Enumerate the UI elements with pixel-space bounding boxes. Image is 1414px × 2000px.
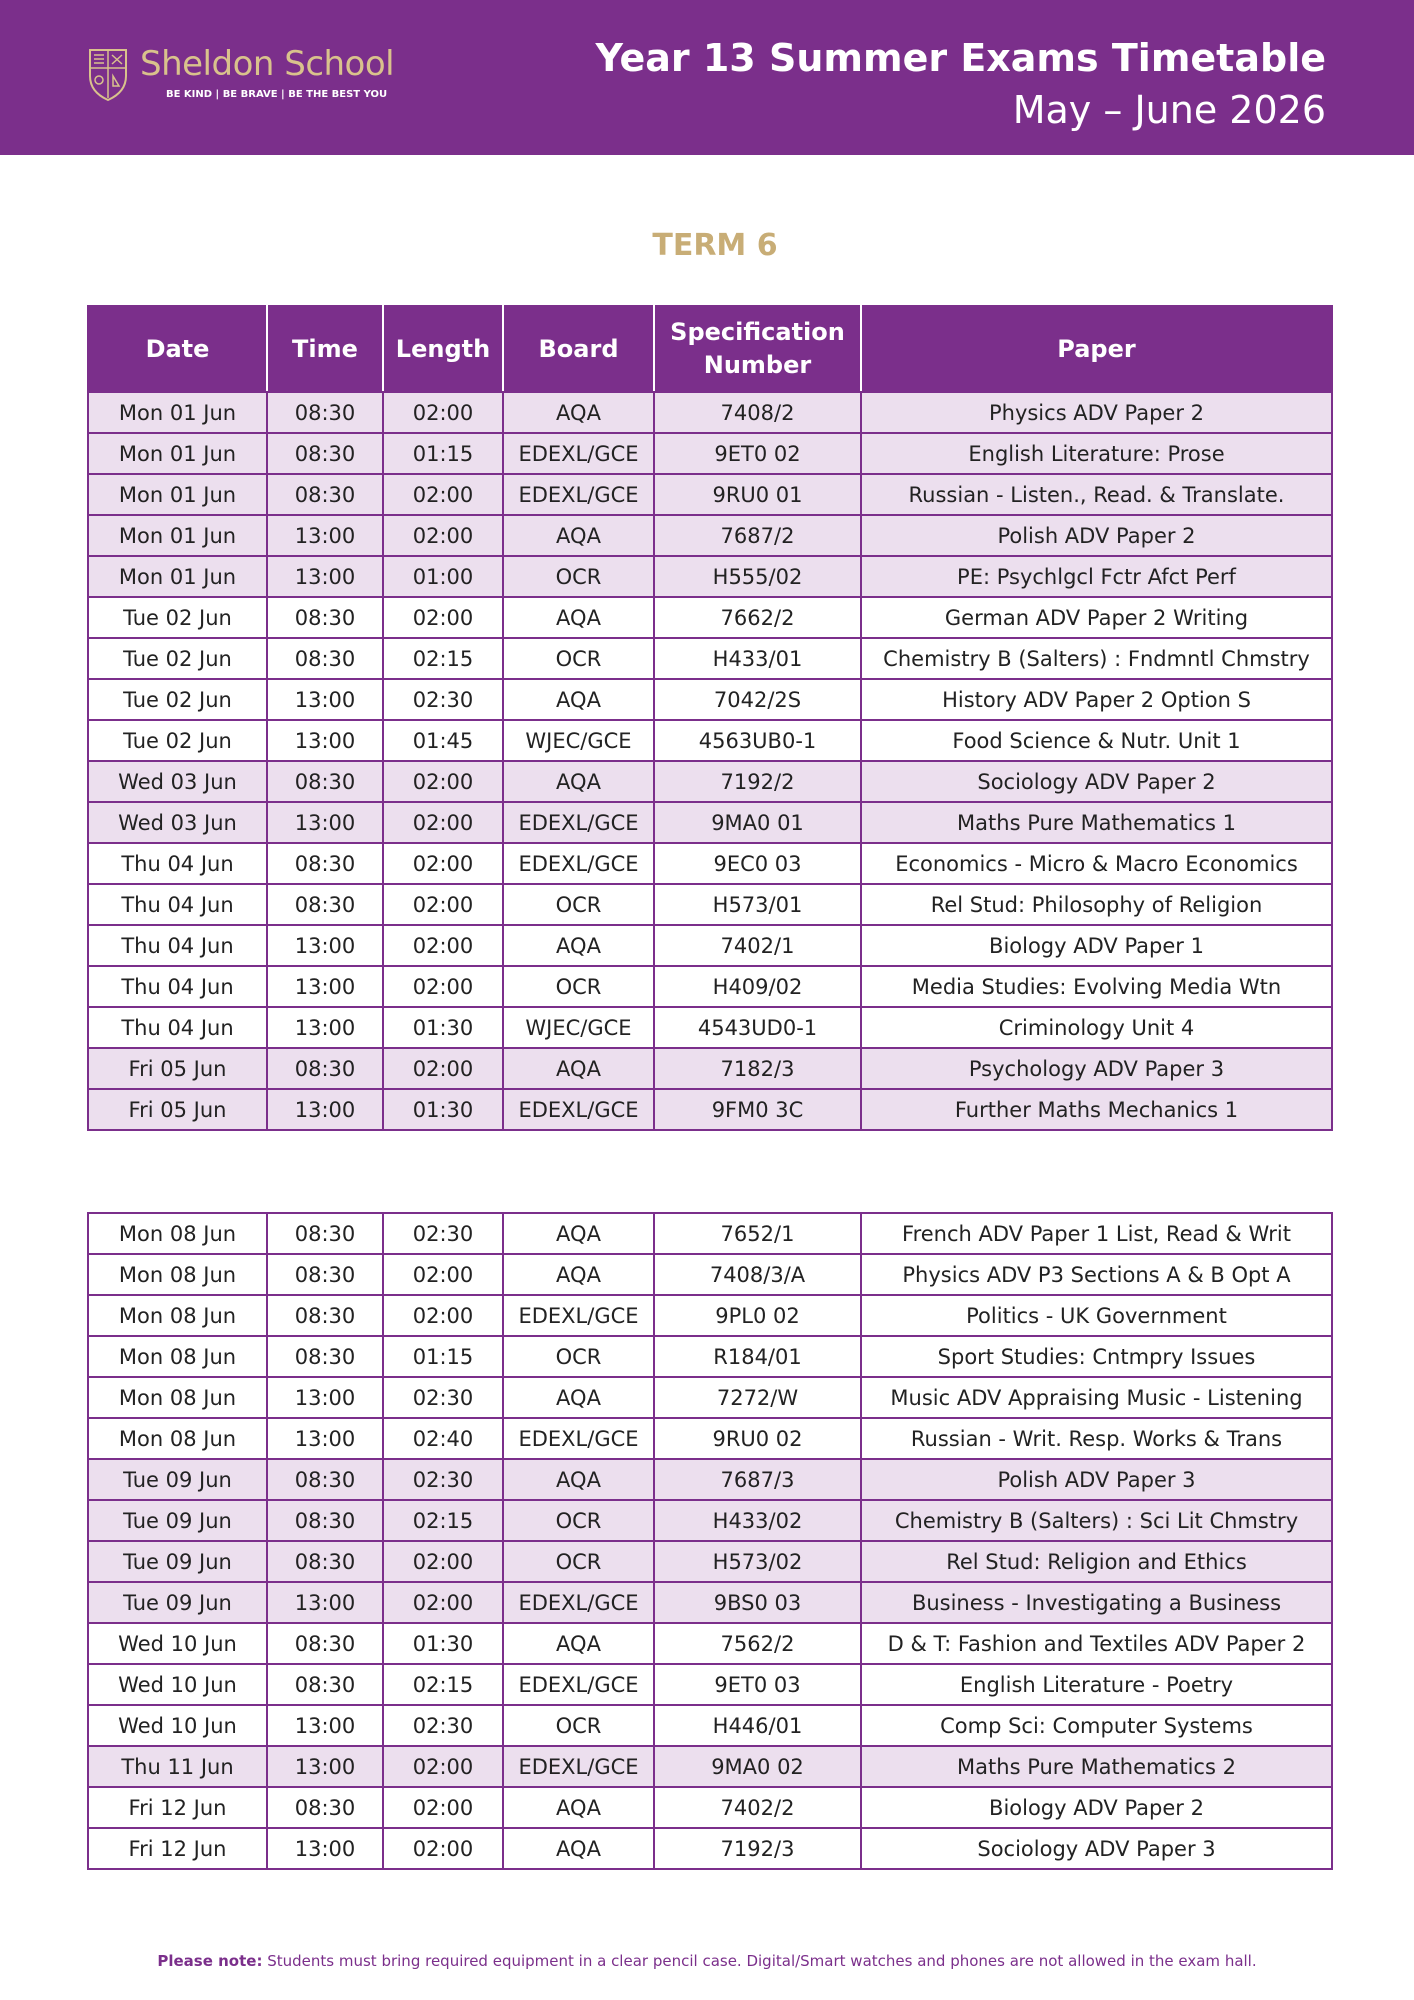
cell-time: 13:00 — [267, 925, 383, 966]
cell-time: 08:30 — [267, 638, 383, 679]
cell-paper: D & T: Fashion and Textiles ADV Paper 2 — [861, 1623, 1332, 1664]
cell-paper: Chemistry B (Salters) : Fndmntl Chmstry — [861, 638, 1332, 679]
cell-length: 01:30 — [383, 1007, 503, 1048]
table-body-2 — [88, 1213, 1332, 1869]
cell-board: AQA — [503, 679, 654, 720]
cell-paper: Physics ADV P3 Sections A & B Opt A — [861, 1254, 1332, 1295]
table-row — [88, 1705, 1332, 1746]
cell-date: Tue 02 Jun — [88, 638, 267, 679]
table-row — [88, 1664, 1332, 1705]
cell-date: Mon 08 Jun — [88, 1418, 267, 1459]
cell-board: WJEC/GCE — [503, 1007, 654, 1048]
cell-spec: 9MA0 01 — [654, 802, 861, 843]
cell-paper: Music ADV Appraising Music - Listening — [861, 1377, 1332, 1418]
cell-date: Mon 08 Jun — [88, 1295, 267, 1336]
cell-length: 02:00 — [383, 1254, 503, 1295]
column-header-date: Date — [88, 306, 267, 392]
cell-time: 13:00 — [267, 720, 383, 761]
cell-time: 13:00 — [267, 1377, 383, 1418]
cell-date: Mon 08 Jun — [88, 1336, 267, 1377]
table-row — [88, 1623, 1332, 1664]
school-crest-icon — [88, 46, 128, 102]
cell-spec: H433/02 — [654, 1500, 861, 1541]
cell-date: Mon 01 Jun — [88, 556, 267, 597]
cell-time: 13:00 — [267, 1089, 383, 1130]
cell-board: EDEXL/GCE — [503, 1418, 654, 1459]
cell-time: 08:30 — [267, 1623, 383, 1664]
cell-time: 08:30 — [267, 1295, 383, 1336]
cell-paper: Business - Investigating a Business — [861, 1582, 1332, 1623]
cell-board: AQA — [503, 1623, 654, 1664]
table-row — [88, 1213, 1332, 1254]
cell-board: AQA — [503, 597, 654, 638]
table-row — [88, 1048, 1332, 1089]
cell-date: Mon 08 Jun — [88, 1377, 267, 1418]
table-row — [88, 720, 1332, 761]
cell-date: Thu 04 Jun — [88, 1007, 267, 1048]
cell-paper: Rel Stud: Philosophy of Religion — [861, 884, 1332, 925]
cell-date: Thu 04 Jun — [88, 884, 267, 925]
cell-paper: Russian - Writ. Resp. Works & Trans — [861, 1418, 1332, 1459]
table-row — [88, 884, 1332, 925]
cell-length: 02:30 — [383, 1377, 503, 1418]
timetable-table-2 — [87, 1212, 1333, 1870]
column-header-time: Time — [267, 306, 383, 392]
cell-length: 01:00 — [383, 556, 503, 597]
cell-board: EDEXL/GCE — [503, 1746, 654, 1787]
cell-board: AQA — [503, 1377, 654, 1418]
cell-board: AQA — [503, 1048, 654, 1089]
cell-date: Thu 11 Jun — [88, 1746, 267, 1787]
cell-date: Wed 10 Jun — [88, 1664, 267, 1705]
cell-date: Wed 10 Jun — [88, 1705, 267, 1746]
table-row — [88, 474, 1332, 515]
cell-spec: H573/01 — [654, 884, 861, 925]
page-subtitle: May – June 2026 — [1012, 88, 1326, 132]
cell-time: 13:00 — [267, 679, 383, 720]
cell-length: 01:45 — [383, 720, 503, 761]
cell-time: 08:30 — [267, 474, 383, 515]
cell-length: 01:15 — [383, 1336, 503, 1377]
cell-date: Mon 01 Jun — [88, 474, 267, 515]
table-row — [88, 802, 1332, 843]
school-name: Sheldon School — [140, 44, 395, 84]
timetable-table-1 — [87, 305, 1333, 1131]
cell-board: EDEXL/GCE — [503, 843, 654, 884]
cell-spec: 9RU0 01 — [654, 474, 861, 515]
cell-board: OCR — [503, 638, 654, 679]
table-row — [88, 1089, 1332, 1130]
cell-length: 02:00 — [383, 597, 503, 638]
cell-length: 01:30 — [383, 1623, 503, 1664]
cell-date: Mon 01 Jun — [88, 433, 267, 474]
cell-date: Fri 05 Jun — [88, 1089, 267, 1130]
school-motto: BE KIND | BE BRAVE | BE THE BEST YOU — [166, 89, 388, 100]
cell-time: 13:00 — [267, 966, 383, 1007]
column-header-specification-number: Specification Number — [654, 306, 861, 392]
cell-spec: H446/01 — [654, 1705, 861, 1746]
table-row — [88, 761, 1332, 802]
cell-paper: Criminology Unit 4 — [861, 1007, 1332, 1048]
cell-length: 01:15 — [383, 433, 503, 474]
cell-date: Mon 08 Jun — [88, 1213, 267, 1254]
table-row — [88, 1418, 1332, 1459]
cell-spec: 7402/1 — [654, 925, 861, 966]
cell-board: AQA — [503, 1828, 654, 1869]
cell-length: 02:00 — [383, 515, 503, 556]
column-header-paper: Paper — [861, 306, 1332, 392]
cell-time: 13:00 — [267, 802, 383, 843]
cell-time: 08:30 — [267, 884, 383, 925]
cell-paper: Sociology ADV Paper 3 — [861, 1828, 1332, 1869]
cell-time: 13:00 — [267, 1582, 383, 1623]
cell-time: 08:30 — [267, 843, 383, 884]
cell-length: 02:00 — [383, 802, 503, 843]
cell-spec: 7402/2 — [654, 1787, 861, 1828]
cell-board: AQA — [503, 1459, 654, 1500]
cell-time: 08:30 — [267, 1254, 383, 1295]
cell-board: OCR — [503, 1500, 654, 1541]
cell-spec: 7408/3/A — [654, 1254, 861, 1295]
table-row — [88, 638, 1332, 679]
cell-length: 02:00 — [383, 1295, 503, 1336]
cell-paper: French ADV Paper 1 List, Read & Writ — [861, 1213, 1332, 1254]
note-label: Please note: — [157, 1952, 263, 1970]
table-row — [88, 597, 1332, 638]
table-row — [88, 1787, 1332, 1828]
cell-board: AQA — [503, 761, 654, 802]
cell-paper: Rel Stud: Religion and Ethics — [861, 1541, 1332, 1582]
cell-date: Mon 01 Jun — [88, 515, 267, 556]
cell-paper: Biology ADV Paper 2 — [861, 1787, 1332, 1828]
table-row — [88, 1828, 1332, 1869]
cell-paper: Food Science & Nutr. Unit 1 — [861, 720, 1332, 761]
table-row — [88, 1459, 1332, 1500]
cell-paper: Psychology ADV Paper 3 — [861, 1048, 1332, 1089]
cell-board: WJEC/GCE — [503, 720, 654, 761]
cell-date: Tue 02 Jun — [88, 597, 267, 638]
cell-length: 02:00 — [383, 884, 503, 925]
cell-paper: Media Studies: Evolving Media Wtn — [861, 966, 1332, 1007]
cell-time: 13:00 — [267, 1007, 383, 1048]
cell-date: Tue 09 Jun — [88, 1500, 267, 1541]
table-row — [88, 966, 1332, 1007]
cell-time: 08:30 — [267, 1787, 383, 1828]
cell-paper: History ADV Paper 2 Option S — [861, 679, 1332, 720]
table-row — [88, 679, 1332, 720]
page-header — [0, 0, 1414, 155]
cell-spec: 9BS0 03 — [654, 1582, 861, 1623]
table-body-1 — [88, 392, 1332, 1130]
table-row — [88, 1254, 1332, 1295]
cell-paper: Further Maths Mechanics 1 — [861, 1089, 1332, 1130]
table-row — [88, 1377, 1332, 1418]
cell-paper: PE: Psychlgcl Fctr Afct Perf — [861, 556, 1332, 597]
cell-spec: 7408/2 — [654, 392, 861, 433]
cell-spec: 7042/2S — [654, 679, 861, 720]
cell-board: EDEXL/GCE — [503, 802, 654, 843]
term-heading: TERM 6 — [652, 228, 778, 263]
cell-board: AQA — [503, 1213, 654, 1254]
cell-spec: 4543UD0-1 — [654, 1007, 861, 1048]
cell-time: 13:00 — [267, 1828, 383, 1869]
cell-date: Fri 12 Jun — [88, 1787, 267, 1828]
cell-spec: H433/01 — [654, 638, 861, 679]
cell-length: 02:00 — [383, 966, 503, 1007]
cell-board: EDEXL/GCE — [503, 474, 654, 515]
cell-paper: Comp Sci: Computer Systems — [861, 1705, 1332, 1746]
cell-spec: 7562/2 — [654, 1623, 861, 1664]
cell-spec: 7272/W — [654, 1377, 861, 1418]
cell-board: EDEXL/GCE — [503, 1089, 654, 1130]
cell-spec: 4563UB0-1 — [654, 720, 861, 761]
cell-board: AQA — [503, 1787, 654, 1828]
cell-time: 08:30 — [267, 1213, 383, 1254]
table-row — [88, 392, 1332, 433]
footer-note — [0, 1952, 1414, 1970]
cell-board: OCR — [503, 884, 654, 925]
note-text: Students must bring required equipment in a clear pencil case. Digital/Smart watches and phones are not allowed in the exam hall. — [262, 1952, 1257, 1970]
school-logo — [88, 44, 408, 104]
cell-length: 02:30 — [383, 1705, 503, 1746]
cell-paper: Economics - Micro & Macro Economics — [861, 843, 1332, 884]
cell-length: 02:00 — [383, 392, 503, 433]
cell-date: Thu 04 Jun — [88, 925, 267, 966]
cell-length: 02:00 — [383, 1828, 503, 1869]
cell-length: 02:00 — [383, 1582, 503, 1623]
table-row — [88, 1582, 1332, 1623]
cell-time: 13:00 — [267, 556, 383, 597]
cell-length: 02:00 — [383, 843, 503, 884]
cell-date: Thu 04 Jun — [88, 966, 267, 1007]
cell-time: 08:30 — [267, 1500, 383, 1541]
cell-paper: Physics ADV Paper 2 — [861, 392, 1332, 433]
cell-length: 02:15 — [383, 1500, 503, 1541]
cell-board: OCR — [503, 1541, 654, 1582]
table-row — [88, 843, 1332, 884]
cell-length: 02:30 — [383, 1459, 503, 1500]
table-row — [88, 515, 1332, 556]
cell-spec: 9FM0 3C — [654, 1089, 861, 1130]
cell-paper: Polish ADV Paper 3 — [861, 1459, 1332, 1500]
cell-board: EDEXL/GCE — [503, 1582, 654, 1623]
cell-date: Thu 04 Jun — [88, 843, 267, 884]
cell-length: 02:15 — [383, 1664, 503, 1705]
cell-time: 08:30 — [267, 1541, 383, 1582]
cell-spec: 9ET0 02 — [654, 433, 861, 474]
cell-length: 02:00 — [383, 761, 503, 802]
cell-board: AQA — [503, 925, 654, 966]
cell-date: Tue 09 Jun — [88, 1541, 267, 1582]
table-row — [88, 1336, 1332, 1377]
cell-spec: H555/02 — [654, 556, 861, 597]
cell-board: OCR — [503, 1705, 654, 1746]
cell-length: 02:00 — [383, 925, 503, 966]
table-row — [88, 1007, 1332, 1048]
cell-board: OCR — [503, 1336, 654, 1377]
table-row — [88, 433, 1332, 474]
cell-board: EDEXL/GCE — [503, 1295, 654, 1336]
cell-date: Tue 09 Jun — [88, 1459, 267, 1500]
column-header-board: Board — [503, 306, 654, 392]
cell-date: Fri 05 Jun — [88, 1048, 267, 1089]
cell-spec: 7687/3 — [654, 1459, 861, 1500]
cell-spec: 7687/2 — [654, 515, 861, 556]
cell-date: Tue 02 Jun — [88, 720, 267, 761]
cell-spec: H573/02 — [654, 1541, 861, 1582]
table-row — [88, 1500, 1332, 1541]
cell-board: AQA — [503, 1254, 654, 1295]
cell-spec: H409/02 — [654, 966, 861, 1007]
cell-date: Tue 09 Jun — [88, 1582, 267, 1623]
cell-time: 13:00 — [267, 1705, 383, 1746]
cell-spec: 9EC0 03 — [654, 843, 861, 884]
cell-time: 08:30 — [267, 1048, 383, 1089]
cell-length: 02:15 — [383, 638, 503, 679]
cell-time: 08:30 — [267, 392, 383, 433]
column-header-length: Length — [383, 306, 503, 392]
cell-length: 02:40 — [383, 1418, 503, 1459]
cell-date: Wed 10 Jun — [88, 1623, 267, 1664]
cell-board: EDEXL/GCE — [503, 1664, 654, 1705]
cell-length: 02:30 — [383, 1213, 503, 1254]
cell-paper: German ADV Paper 2 Writing — [861, 597, 1332, 638]
table-row — [88, 556, 1332, 597]
cell-paper: Chemistry B (Salters) : Sci Lit Chmstry — [861, 1500, 1332, 1541]
cell-paper: Sociology ADV Paper 2 — [861, 761, 1332, 802]
cell-time: 08:30 — [267, 1664, 383, 1705]
cell-spec: 9MA0 02 — [654, 1746, 861, 1787]
cell-spec: 7192/2 — [654, 761, 861, 802]
cell-date: Wed 03 Jun — [88, 802, 267, 843]
cell-date: Fri 12 Jun — [88, 1828, 267, 1869]
cell-time: 08:30 — [267, 597, 383, 638]
cell-paper: English Literature - Poetry — [861, 1664, 1332, 1705]
cell-time: 13:00 — [267, 515, 383, 556]
cell-board: OCR — [503, 966, 654, 1007]
cell-date: Wed 03 Jun — [88, 761, 267, 802]
table-row — [88, 1746, 1332, 1787]
cell-spec: 7652/1 — [654, 1213, 861, 1254]
cell-board: OCR — [503, 556, 654, 597]
cell-spec: R184/01 — [654, 1336, 861, 1377]
cell-time: 08:30 — [267, 761, 383, 802]
cell-paper: Russian - Listen., Read. & Translate. — [861, 474, 1332, 515]
cell-date: Mon 08 Jun — [88, 1254, 267, 1295]
table-header-row — [88, 306, 1332, 392]
cell-time: 13:00 — [267, 1418, 383, 1459]
cell-spec: 9RU0 02 — [654, 1418, 861, 1459]
cell-time: 08:30 — [267, 433, 383, 474]
cell-time: 08:30 — [267, 1336, 383, 1377]
cell-paper: Polish ADV Paper 2 — [861, 515, 1332, 556]
cell-length: 02:00 — [383, 474, 503, 515]
cell-date: Tue 02 Jun — [88, 679, 267, 720]
cell-spec: 9PL0 02 — [654, 1295, 861, 1336]
cell-length: 02:00 — [383, 1048, 503, 1089]
cell-date: Mon 01 Jun — [88, 392, 267, 433]
cell-spec: 7182/3 — [654, 1048, 861, 1089]
cell-time: 08:30 — [267, 1459, 383, 1500]
cell-length: 02:30 — [383, 679, 503, 720]
cell-board: AQA — [503, 515, 654, 556]
table-row — [88, 925, 1332, 966]
cell-board: AQA — [503, 392, 654, 433]
cell-length: 02:00 — [383, 1787, 503, 1828]
cell-paper: English Literature: Prose — [861, 433, 1332, 474]
cell-paper: Maths Pure Mathematics 1 — [861, 802, 1332, 843]
cell-length: 01:30 — [383, 1089, 503, 1130]
cell-paper: Biology ADV Paper 1 — [861, 925, 1332, 966]
table-row — [88, 1541, 1332, 1582]
cell-paper: Politics - UK Government — [861, 1295, 1332, 1336]
cell-paper: Maths Pure Mathematics 2 — [861, 1746, 1332, 1787]
cell-paper: Sport Studies: Cntmpry Issues — [861, 1336, 1332, 1377]
cell-board: EDEXL/GCE — [503, 433, 654, 474]
cell-length: 02:00 — [383, 1541, 503, 1582]
cell-spec: 7662/2 — [654, 597, 861, 638]
cell-spec: 9ET0 03 — [654, 1664, 861, 1705]
page-title: Year 13 Summer Exams Timetable — [595, 36, 1326, 80]
table-row — [88, 1295, 1332, 1336]
cell-spec: 7192/3 — [654, 1828, 861, 1869]
cell-time: 13:00 — [267, 1746, 383, 1787]
cell-length: 02:00 — [383, 1746, 503, 1787]
